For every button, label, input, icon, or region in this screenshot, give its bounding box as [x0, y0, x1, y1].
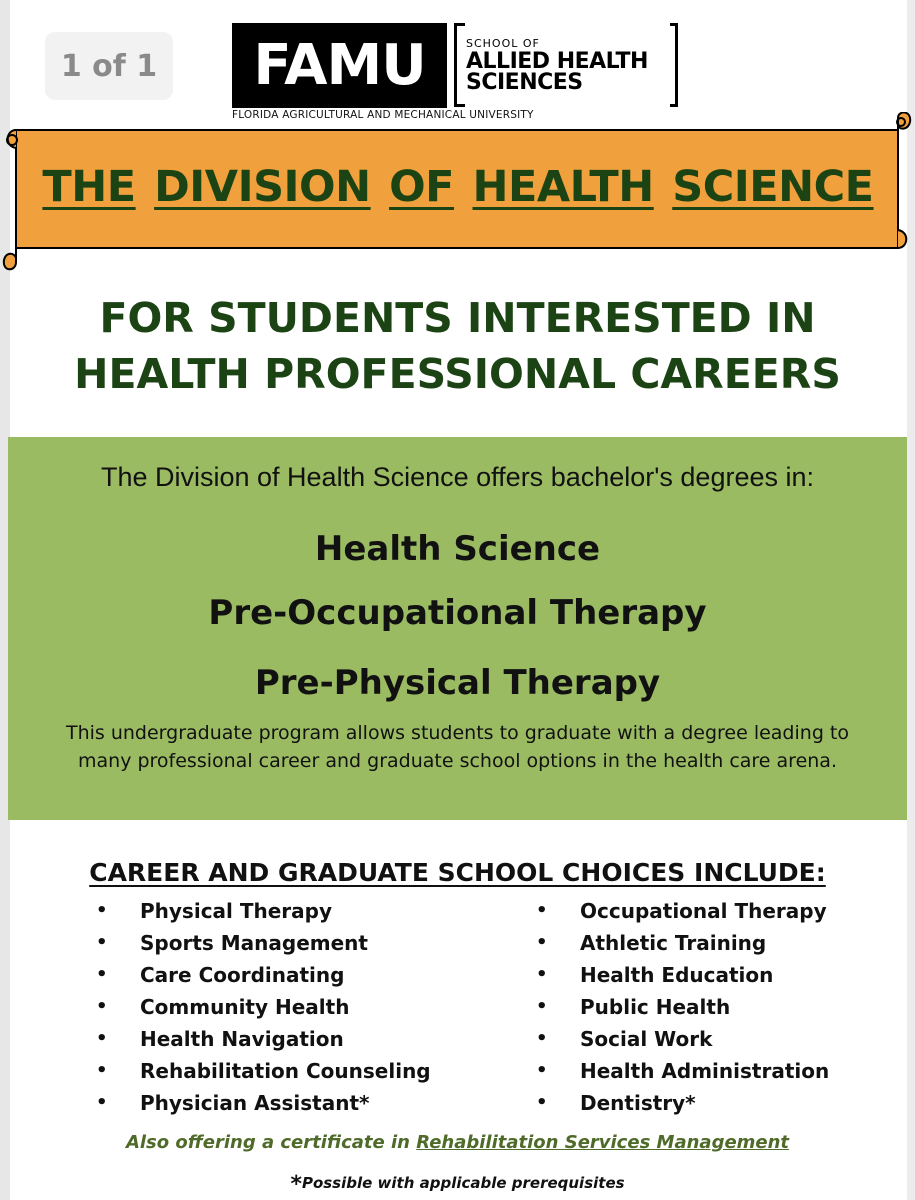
list-item-label: Physical Therapy	[140, 899, 333, 923]
list-item-label: Occupational Therapy	[580, 899, 827, 923]
list-item	[536, 1025, 829, 1057]
list-item	[96, 897, 431, 929]
degrees-panel	[8, 437, 907, 820]
offers-text: The Division of Health Science offers bachelor's degrees in:	[100, 462, 815, 492]
list-item-label: Care Coordinating	[140, 963, 345, 987]
logo-wordmark: FAMU	[232, 23, 447, 108]
bullet-icon: •	[96, 900, 108, 921]
list-item	[536, 961, 829, 993]
list-item-label: Public Health	[580, 995, 731, 1019]
subtitle-line-1: FOR STUDENTS INTERESTED IN	[99, 294, 816, 342]
logo-allied-health: ALLIED HEALTH	[466, 49, 648, 74]
list-item-label: Community Health	[140, 995, 350, 1019]
banner-word: THE	[42, 162, 136, 212]
footnote	[0, 1172, 915, 1197]
bullet-icon: •	[536, 1028, 548, 1049]
subtitle	[0, 290, 915, 402]
bullet-icon: •	[96, 996, 108, 1017]
bullet-icon: •	[96, 932, 108, 953]
list-item	[536, 1089, 829, 1121]
bullet-icon: •	[96, 1028, 108, 1049]
banner-word: HEALTH	[472, 162, 654, 212]
list-item	[96, 961, 431, 993]
list-item-label: Dentistry*	[580, 1091, 696, 1115]
list-item	[96, 993, 431, 1025]
list-item-label: Health Navigation	[140, 1027, 344, 1051]
degree-pre-occupational-therapy: Pre-Occupational Therapy	[208, 593, 707, 633]
bullet-icon: •	[536, 1060, 548, 1081]
degree-pre-physical-therapy: Pre-Physical Therapy	[254, 663, 661, 703]
bullet-icon: •	[96, 1092, 108, 1113]
list-item	[536, 897, 829, 929]
list-item	[96, 1089, 431, 1121]
description-line-2: many professional career and graduate school options in the health care arena.	[78, 750, 837, 772]
list-item-label: Sports Management	[140, 931, 368, 955]
banner-word: SCIENCE	[672, 162, 874, 212]
footnote-text: Possible with applicable prerequisites	[301, 1174, 625, 1192]
choices-list-right	[536, 897, 829, 1121]
banner-word: OF	[389, 162, 455, 212]
logo-sciences: SCIENCES	[466, 70, 583, 95]
list-item-label: Physician Assistant*	[140, 1091, 370, 1115]
list-item	[96, 929, 431, 961]
description-line-1: This undergraduate program allows students to graduate with a degree leading to	[65, 722, 849, 744]
bullet-icon: •	[536, 964, 548, 985]
logo-university-name: FLORIDA AGRICULTURAL AND MECHANICAL UNIVERSITY	[232, 109, 534, 121]
choices-heading: CAREER AND GRADUATE SCHOOL CHOICES INCLUDE:	[89, 858, 826, 887]
bullet-icon: •	[536, 932, 548, 953]
list-item	[96, 1025, 431, 1057]
famu-logo	[232, 20, 692, 120]
certificate-prefix: Also offering a certificate in	[125, 1132, 417, 1153]
bullet-icon: •	[536, 996, 548, 1017]
list-item	[536, 929, 829, 961]
banner-word: DIVISION	[154, 162, 371, 212]
page-indicator: 1 of 1	[45, 32, 173, 100]
footnote-star: *	[290, 1172, 302, 1197]
degree-health-science: Health Science	[314, 529, 601, 569]
list-item-label: Health Administration	[580, 1059, 830, 1083]
logo-school-of: SCHOOL OF	[466, 37, 540, 50]
certificate-link[interactable]: Rehabilitation Services Management	[416, 1132, 790, 1153]
bullet-icon: •	[96, 1060, 108, 1081]
list-item-label: Social Work	[580, 1027, 713, 1051]
list-item	[96, 1057, 431, 1089]
list-item	[536, 1057, 829, 1089]
title-banner	[0, 112, 915, 272]
logo-school-name	[466, 51, 648, 93]
list-item-label: Athletic Training	[580, 931, 767, 955]
program-description	[8, 719, 907, 775]
bullet-icon: •	[536, 900, 548, 921]
banner-title	[18, 162, 898, 212]
list-item-label: Health Education	[580, 963, 774, 987]
list-item-label: Rehabilitation Counseling	[140, 1059, 431, 1083]
bullet-icon: •	[96, 964, 108, 985]
choices-list-left	[96, 897, 431, 1121]
list-item	[536, 993, 829, 1025]
bullet-icon: •	[536, 1092, 548, 1113]
certificate-note	[0, 1132, 915, 1153]
subtitle-line-2: HEALTH PROFESSIONAL CAREERS	[74, 350, 841, 398]
